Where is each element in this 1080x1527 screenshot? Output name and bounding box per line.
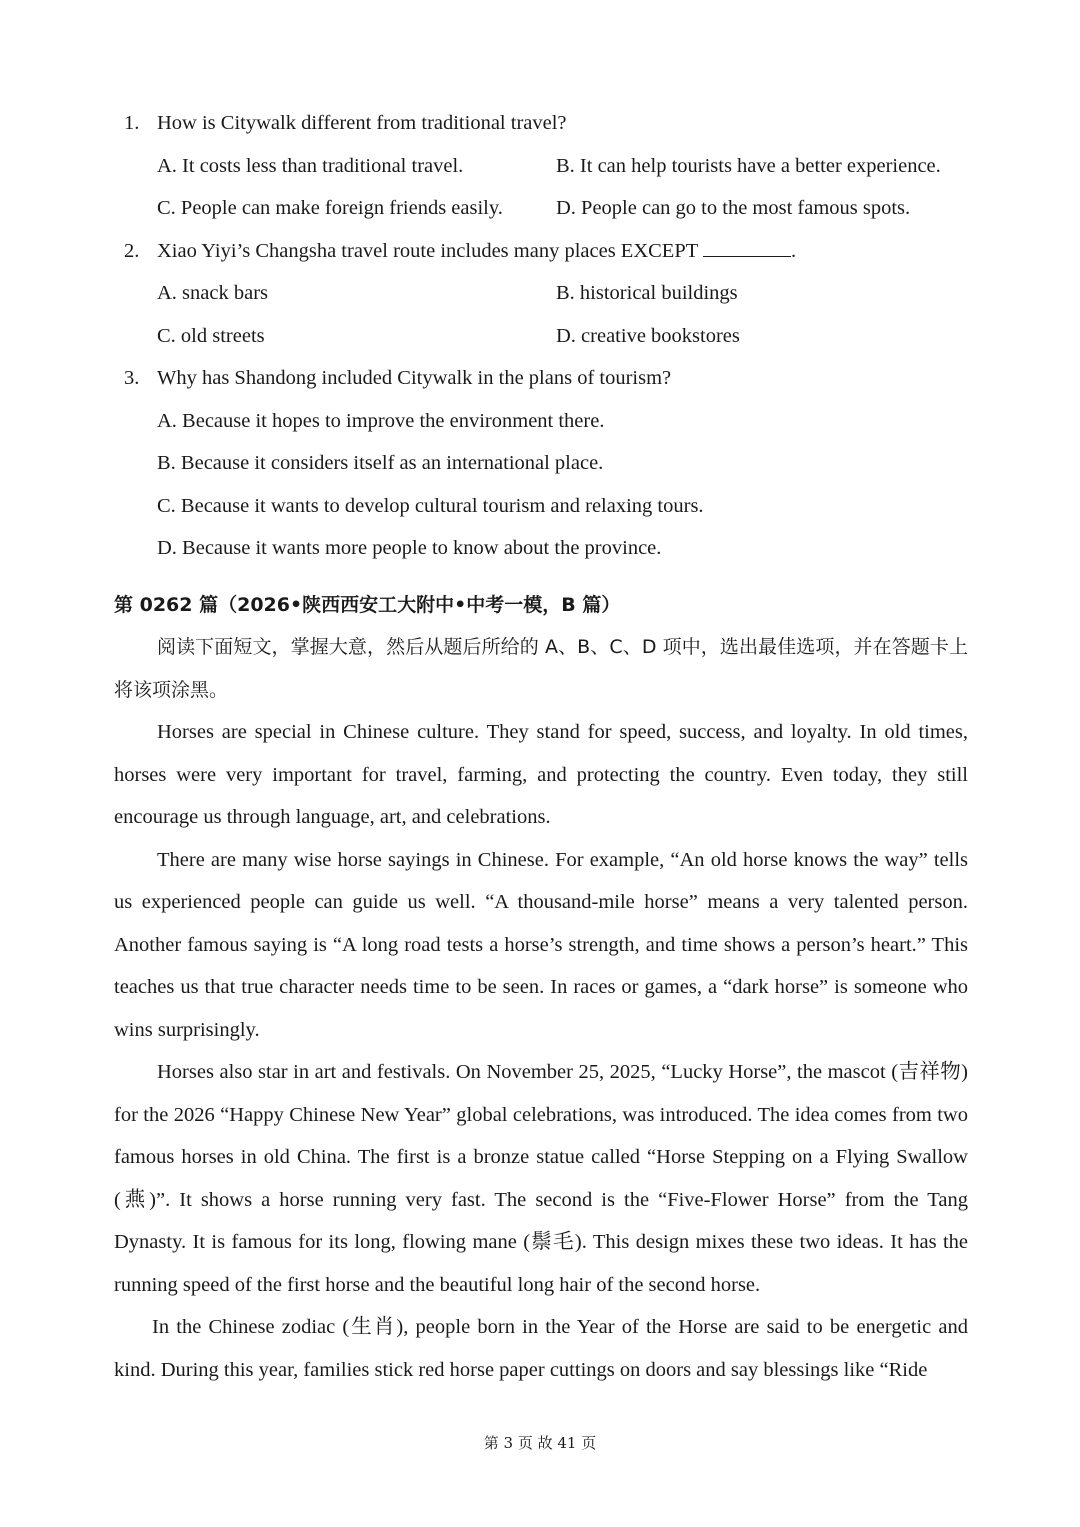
question-1 bbox=[114, 102, 968, 145]
option-d: D. Because it wants more people to know about the province. bbox=[157, 537, 662, 559]
passage-paragraph-1: Horses are special in Chinese culture. They stand for speed, success, and loyalty. In old times, horses were very important for travel, farming, and protecting the country. Even today, they still encourage us through language, art, and celebrations. bbox=[114, 721, 968, 828]
option-a: A. Because it hopes to improve the environment there. bbox=[157, 409, 605, 432]
option-d: D. creative bookstores bbox=[556, 324, 740, 347]
option-b: B. It can help tourists have a better experience. bbox=[556, 154, 941, 177]
passage-paragraph-3: Horses also star in art and festivals. On November 25, 2025, “Lucky Horse”, the mascot (吉祥物) for the 2026 “Happy Chinese New Year” global celebrations, was introduced. The idea comes from two famous horses in old China. The first is a bronze statue called “Horse Stepping on a Flying Swallow (燕)”. It shows a horse running very fast. The second is the “Five-Flower Horse” from the Tang Dynasty. It is famous for its long, flowing mane (鬃毛). This design mixes these two ideas. It has the running speed of the first horse and the beautiful long hair of the second horse. bbox=[114, 1061, 968, 1296]
answer-blank bbox=[703, 238, 791, 257]
question-stem: Why has Shandong included Citywalk in the plans of tourism? bbox=[157, 367, 672, 389]
option-b: B. Because it considers itself as an international place. bbox=[157, 452, 604, 474]
question-number: 3. bbox=[124, 367, 140, 389]
option-c: C. People can make foreign friends easily. bbox=[157, 197, 503, 219]
options-row bbox=[114, 272, 968, 315]
option-a: A. snack bars bbox=[157, 282, 269, 304]
question-stem: Xiao Yiyi’s Changsha travel route includes many places EXCEPT bbox=[157, 239, 698, 262]
option-d: D. People can go to the most famous spots. bbox=[556, 197, 911, 219]
question-3 bbox=[114, 357, 968, 400]
question-stem: How is Citywalk different from traditional travel? bbox=[157, 112, 567, 134]
question-2 bbox=[114, 230, 968, 273]
option-b: B. historical buildings bbox=[556, 282, 738, 304]
options-row bbox=[114, 145, 968, 188]
options-row bbox=[114, 187, 968, 230]
options-row bbox=[114, 315, 968, 358]
option-c: C. Because it wants to develop cultural tourism and relaxing tours. bbox=[157, 494, 704, 517]
question-number: 1. bbox=[124, 112, 140, 134]
passage-paragraph-4: In the Chinese zodiac (生肖), people born in the Year of the Horse are said to be energetic and kind. During this year, families stick red horse paper cuttings on doors and say blessings like “Ride bbox=[114, 1316, 968, 1381]
section-instruction: 阅读下面短文，掌握大意，然后从题后所给的 A、B、C、D 项中，选出最佳选项，并在答题卡上将该项涂黑。 bbox=[114, 636, 968, 701]
passage-paragraph-2: There are many wise horse sayings in Chinese. For example, “An old horse knows the way” tells us experienced people can guide us well. “A thousand-mile horse” means a very talented person. Another famous saying is “A long road tests a horse’s strength, and time shows a person’s heart.” This teaches us that true character needs time to be seen. In races or games, a “dark horse” is someone who wins surprisingly. bbox=[114, 848, 968, 1041]
document-page bbox=[114, 102, 968, 1391]
page-footer: 第 3 页 故 41 页 bbox=[483, 1434, 597, 1452]
option-c: C. old streets bbox=[157, 324, 265, 347]
option-a: A. It costs less than traditional travel. bbox=[157, 154, 464, 177]
section-title: 第 0262 篇（2026•陕西西安工大附中•中考一模，B 篇） bbox=[114, 593, 621, 616]
question-number: 2. bbox=[124, 239, 140, 262]
question-stem-end: . bbox=[791, 239, 797, 262]
